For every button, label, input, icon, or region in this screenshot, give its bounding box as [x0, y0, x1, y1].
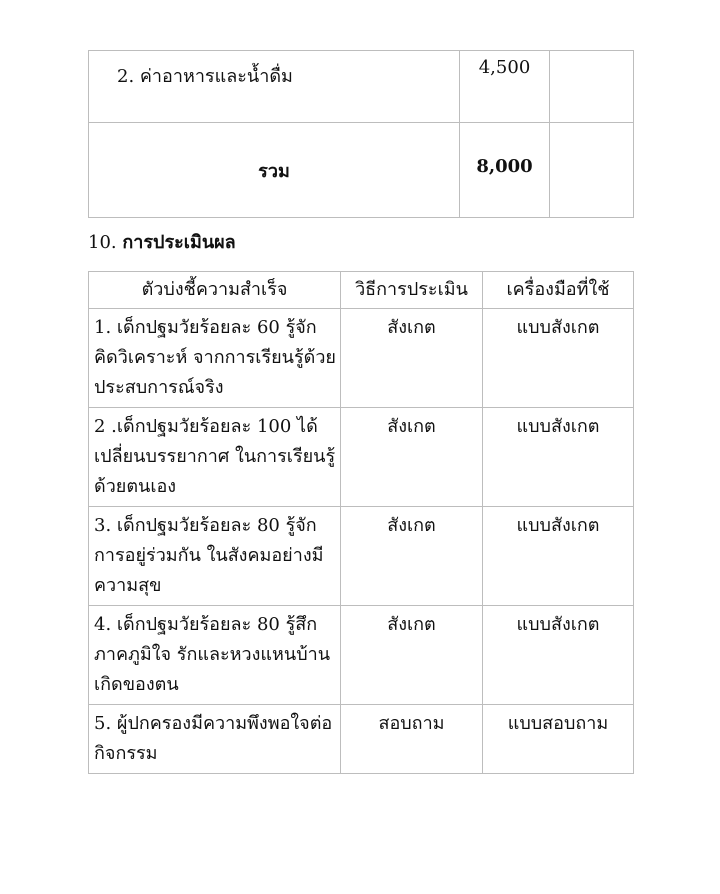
evaluation-header-row: [89, 272, 634, 309]
budget-row-total: [89, 123, 634, 218]
section-number: 10.: [88, 232, 117, 253]
evaluation-row: [89, 309, 634, 408]
budget-total-amount: 8,000: [460, 123, 550, 218]
budget-item-amount: 4,500: [460, 51, 550, 123]
method-cell: สังเกต: [341, 408, 483, 507]
method-cell: สังเกต: [341, 507, 483, 606]
indicator-cell: 1. เด็กปฐมวัยร้อยละ 60 รู้จักคิดวิเคราะห์ จากการเรียนรู้ด้วยประสบการณ์จริง: [89, 309, 341, 408]
tool-cell: แบบสังเกต: [483, 606, 634, 705]
evaluation-row: [89, 606, 634, 705]
tool-cell: แบบสังเกต: [483, 507, 634, 606]
evaluation-row: [89, 507, 634, 606]
budget-table: [88, 50, 634, 218]
tool-cell: แบบสังเกต: [483, 408, 634, 507]
tool-cell: แบบสอบถาม: [483, 705, 634, 774]
evaluation-row: [89, 408, 634, 507]
indicator-cell: 3. เด็กปฐมวัยร้อยละ 80 รู้จักการอยู่ร่วมกัน ในสังคมอย่างมีความสุข: [89, 507, 341, 606]
budget-row-food: [89, 51, 634, 123]
evaluation-row: [89, 705, 634, 774]
method-cell: สังเกต: [341, 309, 483, 408]
indicator-cell: 5. ผู้ปกครองมีความพึงพอใจต่อกิจกรรม: [89, 705, 341, 774]
indicator-cell: 4. เด็กปฐมวัยร้อยละ 80 รู้สึกภาคภูมิใจ รักและหวงแหนบ้านเกิดของตน: [89, 606, 341, 705]
section-heading: [88, 227, 236, 256]
method-cell: สังเกต: [341, 606, 483, 705]
tool-cell: แบบสังเกต: [483, 309, 634, 408]
evaluation-table: [88, 271, 634, 774]
header-indicator: ตัวบ่งชี้ความสำเร็จ: [89, 272, 341, 309]
budget-item-note: [550, 51, 634, 123]
budget-total-label: รวม: [89, 123, 460, 218]
header-tool: เครื่องมือที่ใช้: [483, 272, 634, 309]
method-cell: สอบถาม: [341, 705, 483, 774]
budget-total-note: [550, 123, 634, 218]
budget-item-label: 2. ค่าอาหารและน้ำดื่ม: [89, 51, 460, 123]
section-title: การประเมินผล: [122, 232, 236, 253]
indicator-cell: 2 .เด็กปฐมวัยร้อยละ 100 ได้เปลี่ยนบรรยากาศ ในการเรียนรู้ด้วยตนเอง: [89, 408, 341, 507]
header-method: วิธีการประเมิน: [341, 272, 483, 309]
